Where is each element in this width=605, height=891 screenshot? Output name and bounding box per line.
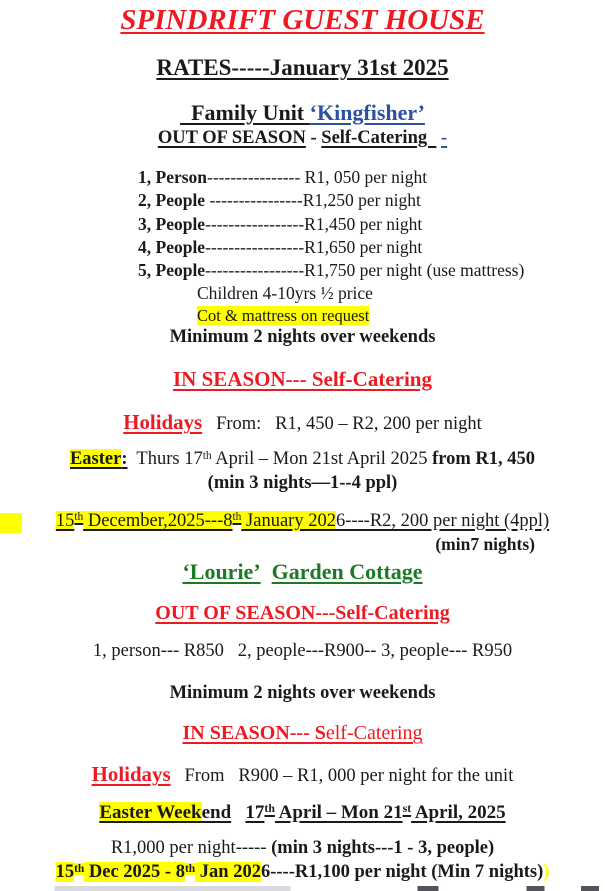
out-of-season-lourie: OUT OF SEASON---Self-Catering [155, 601, 450, 624]
holidays-line-2: Holidays From R900 – R1, 000 per night for the unit [91, 762, 514, 787]
minimum-weekends-2: Minimum 2 nights over weekends [169, 682, 436, 703]
easter-weekend-line: Easter Weekend 17th April – Mon 21st April, 2025 [99, 801, 506, 823]
cot-mattress-note: Cot & mattress on request [197, 305, 370, 325]
holidays-line-1: Holidays From: R1, 450 – R2, 200 per night [123, 409, 482, 434]
min-7-nights-note: (min7 nights) [435, 534, 535, 555]
rate-5-people: 5, People-----------------R1,750 per night (use mattress) [138, 259, 525, 280]
lourie-heading: ‘Lourie’ Garden Cottage [182, 559, 423, 585]
rate-1-person: 1, Person---------------- R1, 050 per night [138, 167, 428, 188]
easter-min-nights: (min 3 nights—1--4 ppl) [207, 472, 398, 493]
in-season-heading-2: IN SEASON--- Self-Catering [182, 722, 423, 745]
easter-line: Easter: Thurs 17th April – Mon 21st April 2025 from R1, 450 [69, 449, 536, 470]
cut-off-next-line-fragment [0, 886, 605, 891]
december-january-lourie: 15th Dec 2025 - 8th Jan 2026----R1,100 per night (Min 7 nights)) [55, 861, 550, 882]
document-page [0, 2, 605, 882]
minimum-weekends-1: Minimum 2 nights over weekends [169, 327, 436, 348]
in-season-heading-1: IN SEASON--- Self-Catering [173, 366, 432, 391]
r1000-per-night-line: R1,000 per night----- (min 3 nights---1 - 3, people) [110, 838, 495, 859]
family-unit-heading: Family Unit ‘Kingfisher’ [180, 99, 425, 125]
children-price-note: Children 4-10yrs ½ price [197, 282, 373, 303]
lourie-rates: 1, person--- R850 2, people---R900-- 3, people--- R950 [92, 641, 513, 662]
out-of-season-kingfisher: OUT OF SEASON - Self-Catering - [157, 127, 448, 148]
kingfisher-rates-list [138, 166, 605, 281]
rates-heading: RATES-----January 31st 2025 [156, 55, 449, 81]
doc-title: SPINDRIFT GUEST HOUSE [120, 4, 485, 36]
rate-3-people: 3, People-----------------R1,450 per night [138, 213, 423, 234]
rate-2-people: 2, People ----------------R1,250 per night [138, 190, 421, 211]
rate-4-people: 4, People-----------------R1,650 per night [138, 236, 423, 257]
december-january-kingfisher: 15th December,2025---8th January 2026----R2, 200 per night (4ppl) [0, 510, 605, 534]
